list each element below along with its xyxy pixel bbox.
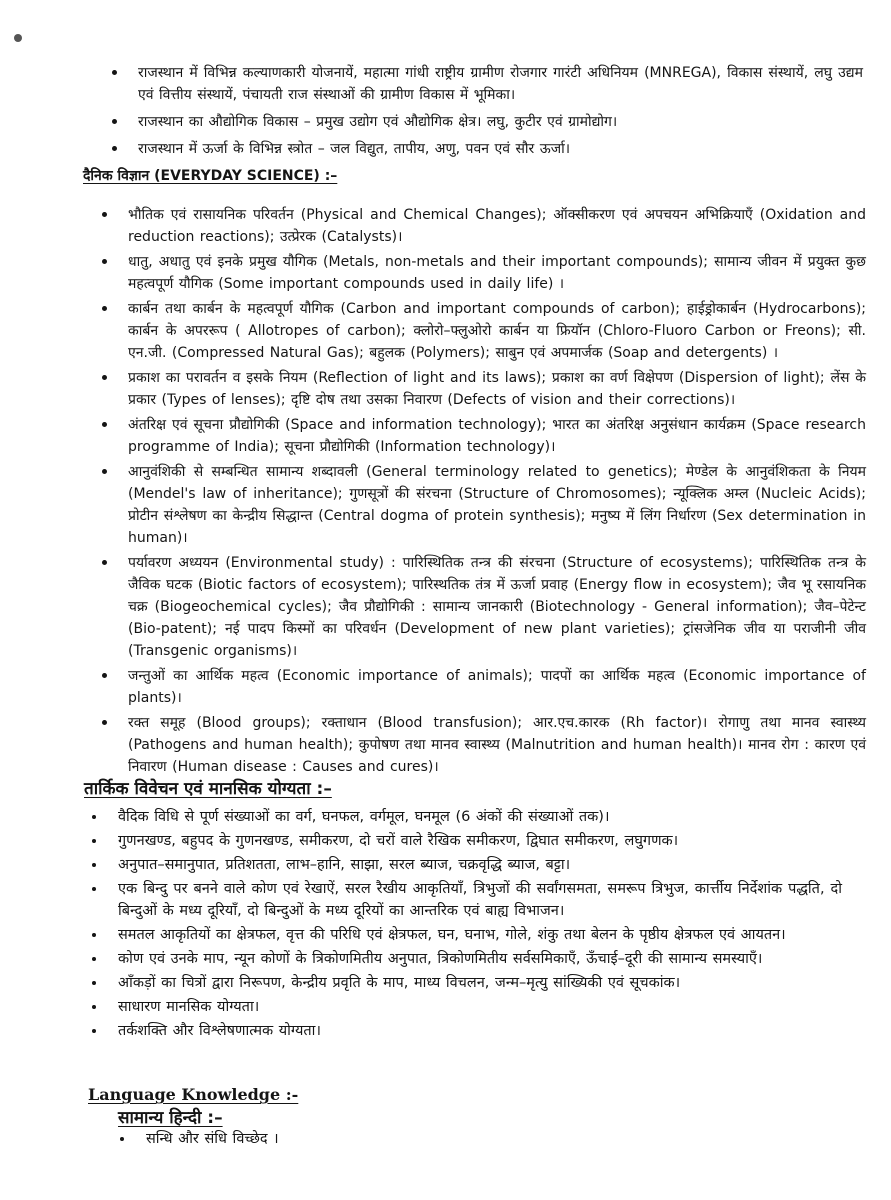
bullet-icon [112, 70, 117, 75]
scan-punch-mark [14, 34, 22, 42]
bullet-icon [102, 673, 107, 678]
list-item [138, 62, 863, 106]
list-item [128, 367, 866, 411]
bullet-icon [92, 981, 96, 985]
list-item [128, 298, 866, 364]
bullet-icon [92, 815, 96, 819]
reasoning-heading: तार्किक विवेचन एवं मानसिक योग्यता :– [84, 779, 332, 799]
list-item [128, 204, 866, 248]
bullet-icon [92, 863, 96, 867]
list-item-text: पर्यावरण अध्ययन (Environmental study) : पारिस्थितिक तन्त्र की संरचना (Structure of ecosystems); पारिस्थितिक तन्त्र के जैविक घटक (Biotic factors of ecosystem); पारिस्थतिक तंत्र में ऊर्जा प्रवाह (Energy flow in ecosystem); जैव भू रसायनिक चक्र (Biogeochemical cycles); जैव प्रौद्योगिकी : सामान्य जानकारी (Biotechnology - General information); जैव–पेटेन्ट (Bio-patent); नई पादप किस्मों का परिवर्धन (Development of new plant varieties); ट्रांसजेनिक जीव या पराजीनी जीव (Transgenic organisms)। [128, 555, 866, 659]
bullet-icon [102, 212, 107, 217]
list-item [146, 1128, 846, 1150]
list-item-text: कोण एवं उनके माप, न्यून कोणों के त्रिकोणमितीय अनुपात, त्रिकोणमितीय सर्वसमिकाएँ, ऊँचाई–दूरी की सामान्य समस्याएँ। [118, 951, 763, 967]
bullet-icon [102, 560, 107, 565]
list-item [118, 854, 842, 876]
list-item [138, 111, 863, 133]
list-item-text: अनुपात–समानुपात, प्रतिशतता, लाभ–हानि, साझा, सरल ब्याज, चक्रवृद्धि ब्याज, बट्टा। [118, 857, 571, 873]
list-item-text: साधारण मानसिक योग्यता। [118, 999, 260, 1015]
list-item-text: वैदिक विधि से पूर्ण संख्याओं का वर्ग, घनफल, वर्गमूल, घनमूल (6 अंकों की संख्याओं तक)। [118, 809, 610, 825]
list-item-text: गुणनखण्ड, बहुपद के गुणनखण्ड, समीकरण, दो चरों वाले रैखिक समीकरण, द्विघात समीकरण, लघुगणक। [118, 833, 679, 849]
bullet-icon [102, 720, 107, 725]
bullet-icon [92, 839, 96, 843]
list-item [118, 996, 842, 1018]
list-item-text: कार्बन तथा कार्बन के महत्वपूर्ण यौगिक (Carbon and important compounds of carbon); हाईड्रोकार्बन (Hydrocarbons); कार्बन के अपररूप ( Allotropes of carbon); क्लोरो–फ्लुओरो कार्बन या फ्रियॉन (Chloro-Fluoro Carbon or Freons); सी. एन.जी. (Compressed Natural Gas); बहुलक (Polymers); साबुन एवं अपमार्जक (Soap and detergents) । [128, 301, 866, 361]
list-item-text: भौतिक एवं रासायनिक परिवर्तन (Physical and Chemical Changes); ऑक्सीकरण एवं अपचयन अभिक्रियाएँ (Oxidation and reduction reactions); उत्प्रेरक (Catalysts)। [128, 207, 866, 245]
list-item [128, 251, 866, 295]
list-item-text: अंतरिक्ष एवं सूचना प्रौद्योगिकी (Space and information technology); भारत का अंतरिक्ष अनुसंधान कार्यक्रम (Space research programme of India); सूचना प्रौद्योगिकी (Information technology)। [128, 417, 866, 455]
list-item [128, 461, 866, 549]
bullet-icon [102, 306, 107, 311]
list-item [128, 414, 866, 458]
list-item [118, 806, 842, 828]
bullet-icon [92, 887, 96, 891]
bullet-icon [102, 469, 107, 474]
list-item-text: आँकड़ों का चित्रों द्वारा निरूपण, केन्द्रीय प्रवृति के माप, माध्य विचलन, जन्म–मृत्यु सांख्यिकी एवं सूचकांक। [118, 975, 681, 991]
language-knowledge-heading: Language Knowledge :- [88, 1085, 299, 1104]
list-item-text: राजस्थान का औद्योगिक विकास – प्रमुख उद्योग एवं औद्योगिक क्षेत्र। लघु, कुटीर एवं ग्रामोद्योग। [138, 114, 618, 130]
list-item [118, 972, 842, 994]
list-item [118, 924, 842, 946]
general-hindi-heading: सामान्य हिन्दी :– [118, 1108, 223, 1128]
bullet-icon [120, 1137, 124, 1141]
list-item [118, 878, 842, 922]
list-item-text: प्रकाश का परावर्तन व इसके नियम (Reflection of light and its laws); प्रकाश का वर्ण विक्षेपण (Dispersion of light); लेंस के प्रकार (Types of lenses); दृष्टि दोष तथा उसका निवारण (Defects of vision and their corrections)। [128, 370, 866, 408]
list-item-text: धातु, अधातु एवं इनके प्रमुख यौगिक (Metals, non-metals and their important compounds); सामान्य जीवन में प्रयुक्त कुछ महत्वपूर्ण यौगिक (Some important compounds used in daily life) । [128, 254, 866, 292]
reasoning-list [118, 806, 842, 1044]
everyday-science-list [128, 204, 866, 781]
list-item-text: राजस्थान में ऊर्जा के विभिन्न स्त्रोत – जल विद्युत, तापीय, अणु, पवन एवं सौर ऊर्जा। [138, 141, 571, 157]
everyday-science-heading: दैनिक विज्ञान (EVERYDAY SCIENCE) :– [83, 168, 338, 184]
list-item [128, 552, 866, 662]
bullet-icon [102, 375, 107, 380]
list-item-text: आनुवंशिकी से सम्बन्धित सामान्य शब्दावली (General terminology related to genetics); मेण्डेल के आनुवंशिकता के नियम (Mendel's law of inheritance); गुणसूत्रों की संरचना (Structure of Chromosomes); न्यूक्लिक अम्ल (Nucleic Acids); प्रोटीन संश्लेषण का केन्द्रीय सिद्धान्त (Central dogma of protein synthesis); मनुष्य में लिंग निर्धारण (Sex determination in human)। [128, 464, 866, 546]
list-item [118, 830, 842, 852]
bullet-icon [112, 146, 117, 151]
bullet-icon [112, 119, 117, 124]
list-item [138, 138, 863, 160]
list-item-text: जन्तुओं का आर्थिक महत्व (Economic importance of animals); पादपों का आर्थिक महत्व (Economic importance of plants)। [128, 668, 866, 706]
list-item-text: एक बिन्दु पर बनने वाले कोण एवं रेखाऐं, सरल रैखीय आकृतियाँ, त्रिभुजों की सर्वांगसमता, समरूप त्रिभुज, कार्त्तीय निर्देशांक पद्धति, दो बिन्दुओं के मध्य दूरियाँ, दो बिन्दुओं के मध्य दूरियों का आन्तरिक एवं बाह्य विभाजन। [118, 881, 842, 919]
rajasthan-economy-list [138, 62, 863, 165]
list-item [128, 665, 866, 709]
list-item-text: रक्त समूह (Blood groups); रक्ताधान (Blood transfusion); आर.एच.कारक (Rh factor)। रोगाणु तथा मानव स्वास्थ्य (Pathogens and human health); कुपोषण तथा मानव स्वास्थ्य (Malnutrition and human health)। मानव रोग : कारण एवं निवारण (Human disease : Causes and cures)। [128, 715, 866, 775]
general-hindi-list [146, 1128, 846, 1150]
bullet-icon [102, 422, 107, 427]
bullet-icon [92, 1029, 96, 1033]
list-item [118, 1020, 842, 1042]
list-item [118, 948, 842, 970]
bullet-icon [92, 1005, 96, 1009]
list-item-text: समतल आकृतियों का क्षेत्रफल, वृत्त की परिधि एवं क्षेत्रफल, घन, घनाभ, गोले, शंकु तथा बेलन के पृष्ठीय क्षेत्रफल एवं आयतन। [118, 927, 786, 943]
list-item-text: तर्कशक्ति और विश्लेषणात्मक योग्यता। [118, 1023, 321, 1039]
list-item-text: सन्धि और संधि विच्छेद । [146, 1131, 279, 1147]
bullet-icon [102, 259, 107, 264]
list-item-text: राजस्थान में विभिन्न कल्याणकारी योजनायें, महात्मा गांधी राष्ट्रीय ग्रामीण रोजगार गारंटी अधिनियम (MNREGA), विकास संस्थायें, लघु उद्यम एवं वित्तीय संस्थायें, पंचायती राज संस्थाओं की ग्रामीण विकास में भूमिका। [138, 65, 863, 103]
bullet-icon [92, 933, 96, 937]
bullet-icon [92, 957, 96, 961]
list-item [128, 712, 866, 778]
